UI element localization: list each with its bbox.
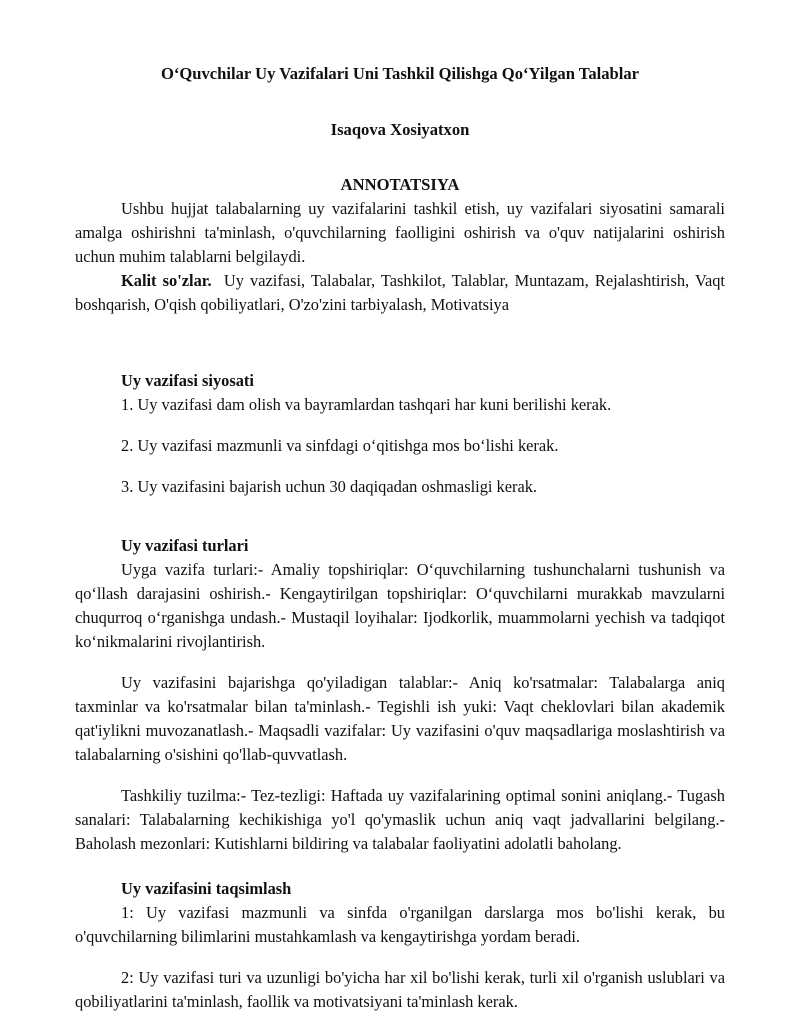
distribution-paragraph-1: 1: Uy vazifasi mazmunli va sinfda o'rganilgan darslarga mos bo'lishi kerak, bu o'quvchilarning bilimlarini mustahkamlash va kengaytirishga yordam beradi.: [75, 903, 725, 946]
policy-item-2: 2. Uy vazifasi mazmunli va sinfdagi o‘qitishga mos bo‘lishi kerak.: [121, 436, 559, 455]
types-paragraph: Uyga vazifa turlari:- Amaliy topshiriqlar: O‘quvchilarning tushunchalarni tushunish va qo‘llash darajasini oshirish.- Kengaytirilgan topshiriqlar: O‘quvchilarni murakkab mavzularni chuqurroq o‘rganishga undash.- Mustaqil loyihalar: Ijodkorlik, muammolarni yechish va tadqiqot ko‘nikmalarini rivojlantirish.: [75, 560, 725, 651]
distribution-heading: Uy vazifasini taqsimlash: [121, 879, 292, 898]
document-page: [75, 62, 725, 1014]
policy-item-3: 3. Uy vazifasini bajarish uchun 30 daqiqadan oshmasligi kerak.: [121, 477, 538, 496]
policy-heading: Uy vazifasi siyosati: [121, 371, 254, 390]
distribution-paragraph-2: 2: Uy vazifasi turi va uzunligi bo'yicha har xil bo'lishi kerak, turli xil o'rganish uslublari va qobiliyatlarini ta'minlash, faollik va motivatsiyani ta'minlash kerak.: [75, 968, 725, 1011]
keywords-list: Uy vazifasi, Talabalar, Tashkilot, Talablar, Muntazam, Rejalashtirish, Vaqt boshqarish, O'qish qobiliyatlari, O'zo'zini tarbiyalash, Motivatsiya: [75, 271, 725, 314]
keywords-label: Kalit so'zlar.: [121, 271, 212, 290]
requirements-paragraph: Uy vazifasini bajarishga qo'yiladigan talablar:- Aniq ko'rsatmalar: Talabalarga aniq taxminlar va ko'rsatmalar bilan ta'minlash.- Tegishli ish yuki: Vaqt cheklovlari bilan akademik qat'iylikni muvozanatlash.- Maqsadli vazifalar: Uy vazifasini o'quv maqsadlariga moslashtirish va talabalarning o'sishini qo'llab-quvvatlash.: [75, 673, 725, 764]
document-author: Isaqova Xosiyatxon: [330, 120, 470, 139]
annotation-heading: ANNOTATSIYA: [340, 175, 460, 194]
types-heading: Uy vazifasi turlari: [121, 536, 249, 555]
document-title: O‘Quvchilar Uy Vazifalari Uni Tashkil Qilishga Qo‘Yilgan Talablar: [160, 64, 640, 83]
keywords-paragraph: [75, 269, 725, 317]
policy-item-1: 1. Uy vazifasi dam olish va bayramlardan tashqari har kuni berilishi kerak.: [121, 395, 612, 414]
structure-paragraph: Tashkiliy tuzilma:- Tez-tezligi: Haftada uy vazifalarining optimal sonini aniqlang.- Tugash sanalari: Talabalarning kechikishiga yo'l qo'ymaslik uchun aniq vaqt jadvallarini belgilang.- Baholash mezonlari: Kutishlarni bildiring va talabalar faoliyatini adolatli baholang.: [75, 786, 725, 853]
annotation-paragraph: Ushbu hujjat talabalarning uy vazifalarini tashkil etish, uy vazifalari siyosatini samarali amalga oshirishni ta'minlash, o'quvchilarning faolligini oshirish va o'quv natijalarini oshirish uchun muhim talablarni belgilaydi.: [75, 199, 725, 266]
